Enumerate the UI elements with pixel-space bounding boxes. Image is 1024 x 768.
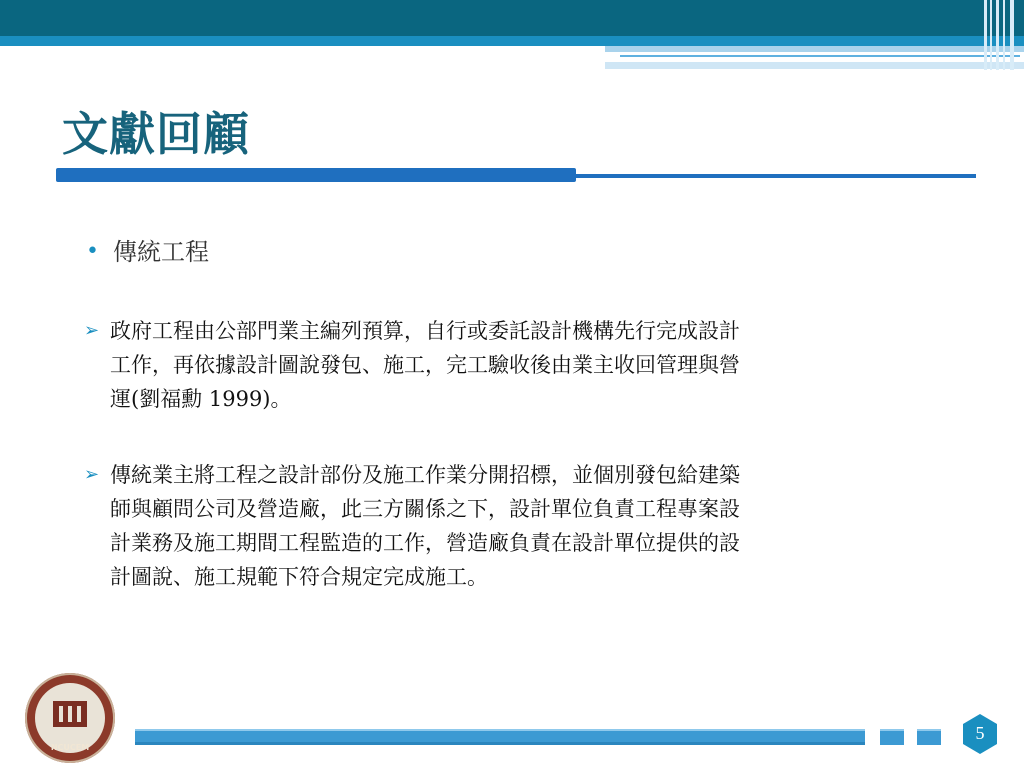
arrow-bullet-icon: ➢	[84, 320, 100, 341]
slide-title: 文獻回顧	[62, 107, 250, 161]
page-number: 5	[975, 723, 985, 743]
logo-text: NCUCEM	[50, 743, 90, 752]
bullet-text: 傳統工程	[112, 238, 209, 266]
footer-square	[917, 729, 941, 745]
corner-stripes	[984, 0, 1024, 70]
sub-bullet-line: 政府工程由公部門業主編列預算，自行或委託設計機構先行完成設計	[110, 319, 740, 343]
header-band	[0, 0, 1024, 36]
header-stripe	[620, 55, 1020, 57]
institute-logo	[25, 673, 115, 763]
sub-bullet-line: 運(劉福勳 1999)。	[110, 387, 292, 411]
header-band-accent	[0, 36, 1024, 46]
sub-bullet-line: 工作，再依據設計圖說發包、施工，完工驗收後由業主收回管理與營	[110, 353, 740, 377]
title-underline	[56, 168, 576, 182]
dot-bullet-icon: •	[86, 239, 99, 264]
sub-bullet-line: 師與顧問公司及營造廠，此三方關係之下，設計單位負責工程專案設	[110, 497, 740, 521]
logo-building-icon	[53, 701, 87, 727]
footer-bar	[135, 729, 865, 745]
sub-bullet-line: 計圖說、施工規範下符合規定完成施工。	[110, 565, 488, 589]
header-stripe	[605, 62, 1024, 69]
page-number-badge	[959, 713, 1001, 755]
bullet-item	[86, 232, 209, 267]
sub-bullet-line: 傳統業主將工程之設計部份及施工作業分開招標，並個別發包給建築	[110, 463, 740, 487]
sub-bullet-item	[84, 314, 968, 416]
arrow-bullet-icon: ➢	[84, 464, 100, 485]
title-underline	[576, 174, 976, 178]
header-stripe	[605, 46, 1024, 52]
sub-bullet-item	[84, 458, 968, 594]
footer-square	[880, 729, 904, 745]
sub-bullet-line: 計業務及施工期間工程監造的工作，營造廠負責在設計單位提供的設	[110, 531, 740, 555]
